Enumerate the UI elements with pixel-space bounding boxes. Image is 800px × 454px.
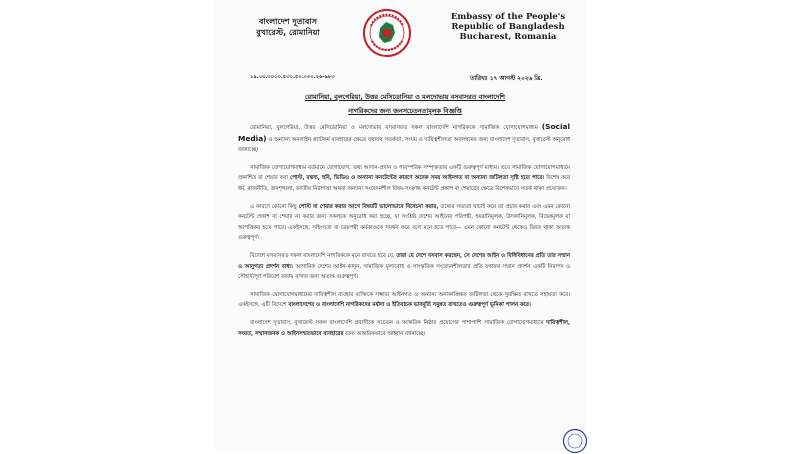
header-bangla-line1: বাংলাদেশ দূতাবাস [258,17,317,26]
subject-line2: নাগরিকদের জন্য জনসচেতনতামূলক বিজ্ঞপ্তি [348,107,462,115]
document-date: তারিখঃ ১৭ আগস্ট ২০২৬ খ্রি. [470,76,543,82]
government-seal-icon [362,8,412,58]
header-bangla [228,16,348,38]
header-bangla-line2: বুখারেস্ট, রোমানিয়া [256,28,320,37]
reference-number: ১৯.০৩.৩০০৩.৫৩০.৫০.০৩০.২৬-৯৮৩ [250,74,335,80]
paragraph-4: বিদেশে বসবাসরত সকল বাংলাদেশি নাগরিককে মনে রাখতে হবে যে, তারা যে দেশে বসবাস করছেন, সে দেশের আইন ও বিধিবিধানের প্রতি তার সম্মান ও আনুগত্য প্রদর্শন বাধ্য। আগামিক দেশের আইন-কানুন, সামাজিক মূল্যবোধ ও সাংস্কৃতিক সংবেদনশীলতার প্রতি যথাযথ সম্মান প্রদর্শন একটি নিরাপদ ও সৌহার্দ্যপূর্ণ পরিবেশ বজায় রাখার জন্য অত্যন্ত গুরুত্বপূর্ণ। [238,252,571,281]
header-english-line1: Embassy of the People's [450,12,566,22]
paragraph-2: সামাজিক যোগাযোগমাধ্যম বর্তমানে যোগাযোগ, তথ্য আদান-প্রদান ও পারস্পরিক সম্পৃক্ততার একটি গুরুত্বপূর্ণ মাধ্যম। তবে সামাজিক যোগাযোগমাধ্যমে প্রকাশিত বা শেয়ার করা পোস্ট, মন্তব্য, ছবি, ভিডিও ও অন্যান্য কনটেন্টের কারণে অনেক সময় আইনগত বা অন্যান্য জটিলতা সৃষ্টি হতে পারে। বিশেষ করে ধর্ম, রাজনীতি, জনশৃঙ্খলা, জাতীয় নিরাপত্তা অথবা অন্যান্য সংবেদনশীল বিষয়-সংক্রান্ত কনটেন্ট প্রকাশ বা শেয়ারের ক্ষেত্রে বিশেষভাবে সতর্ক থাকা প্রয়োজন। [238,164,570,192]
subject-heading [240,90,570,118]
header-english-line3: Bucharest, Romania [459,32,557,42]
paragraph-3: এ কারণে কোনো কিছু পোস্ট বা শেয়ার করার আগে বিষয়টি ভালোভাবে বিবেচনা করার, তথ্যের সত্যতা যাচাই করে তা প্রচার করার এবং এমন কোনো কনটেন্ট প্রকাশ বা শেয়ার না করার জন্য সকলকে অনুরোধ করা হচ্ছে, যা সংশ্লিষ্ট দেশের আইনের পরিপন্থী, হয়রানিমূলক, উসকানিমূলক, বিদ্বেষমূলক বা আপত্তিকর হতে পারে। একইসঙ্গে, সহিংসতা বা চরমপন্থী কর্মকাণ্ডকে সমর্থন করে বলে মনে হতে পারে— এমন কোনো কনটেন্ট থেকেও বিরত থাকা অত্যন্ত গুরুত্বপূর্ণ। [238,203,570,242]
paragraph-5: সামাজিক যোগাযোগমাধ্যমের দায়িত্বশীল ব্যবহার ব্যক্তিকে সম্ভাব্য আইনগত ও অন্যান্য অনাকাঙ্ক্ষিত জটিলতা থেকে সুরক্ষিত রাখতে সহায়তা করে। একইসঙ্গে, এটি বিদেশে বাংলাদেশের ও বাংলাদেশি নাগরিকদের মর্যাদা ও ইতিবাচক ভাবমূর্তি সমুন্নত রাখতেও গুরুত্বপূর্ণ ভূমিকা পালন করে। [238,291,570,309]
subject-line1: রোমানিয়া, বুলগেরিয়া, উত্তর মেসিডোনিয়া ও মলদোভায় বসবাসরত বাংলাদেশি [305,93,505,101]
paragraph-6: বাংলাদেশ দূতাবাস, বুখারেস্ট সকল বাংলাদেশি প্রবাসীকে সচেতন ও আন্তরিক নিষ্ঠার প্রয়োগের পাশাপাশি সামাজিক যোগাযোগমাধ্যমে দায়িত্বশীল, সংযত, সম্মানজনক ও আইনসম্মতভাবে ব্যবহারের জন্য আন্তরিকভাবে আহ্বান জানাচ্ছে। [238,319,570,337]
embassy-stamp-icon [562,428,588,454]
header-english [438,12,578,42]
paragraph-1: রোমানিয়া, বুলগেরিয়া, উত্তর মেসিডোনিয়া ও মলদোভায় বসবাসরত সকল বাংলাদেশি নাগরিককে সামাজিক যোগাযোগমাধ্যম (Social Media) ও অন্যান্য অনলাইন প্ল্যাটফর্ম ব্যবহারের ক্ষেত্রে যথাযথ সতর্কতা, সংযম ও দায়িত্বশীলতা অবলম্বনের জন্য বাংলাদেশ দূতাবাস, বুখারেস্ট অনুরোধ জানাচ্ছে। [238,122,570,154]
notice-body [238,122,570,346]
header-english-line2: Republic of Bangladesh [451,22,565,32]
